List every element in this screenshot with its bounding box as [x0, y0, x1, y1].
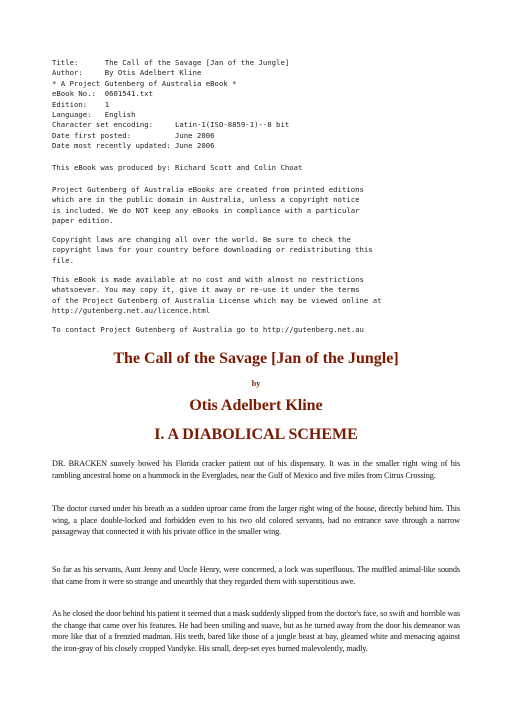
produced-by-line: This eBook was produced by: Richard Scott and Colin Choat — [52, 163, 303, 172]
ebook-metadata-header — [52, 58, 472, 152]
header-line-language: Language: English — [52, 110, 136, 120]
paragraph: As he closed the door behind his patient it seemed that a mask suddenly slipped from the doctor's face, so swift and horrible was the change that came over his features. He had been smiling and suave, but as he turned away from the door his demeanor was more like that of a frenzied madman. His teeth, bared like those of a jungle beast at bay, gleamed white and menacing against the iron-gray of his closely cropped Vandyke. His small, deep-set eyes burned malevolently, madly. — [52, 609, 460, 653]
chapter-title: I. A DIABOLICAL SCHEME — [154, 426, 358, 443]
header-line-date-posted: Date first posted: June 2006 — [52, 130, 215, 140]
header-line-date-updated: Date most recently updated: June 2006 — [52, 141, 215, 151]
author-name: Otis Adelbert Kline — [189, 397, 323, 414]
paragraph: DR. BRACKEN suavely bowed his Florida cracker patient out of his dispensary. It was in the smaller right wing of his rambling ancestral home on a hummock in the Everglades, near the Gulf of Mexico and five miles from Citrus Crossing. — [52, 459, 460, 480]
header-line-author: Author: By Otis Adelbert Kline — [52, 68, 202, 78]
by-label: by — [251, 379, 261, 388]
book-title: The Call of the Savage [Jan of the Jungle] — [113, 350, 399, 367]
paragraph: So far as his servants, Aunt Jenny and Uncle Henry, were concerned, a lock was superfluous. The muffled animal-like sounds that came from it were so strange and unearthly that they regarded them with superstitious awe. — [52, 565, 460, 586]
paragraph: The doctor cursed under his breath as a sudden uproar came from the larger right wing of the house, directly behind him. This wing, a place double-locked and forbidden even to his two old colored servants, had no entrance save through a narrow passageway that connected it with his private office in the smaller wing. — [52, 504, 460, 537]
contact-line: To contact Project Gutenberg of Australia go to http://gutenberg.net.au — [52, 325, 364, 334]
header-line-ebook-no: eBook No.: 0601541.txt — [52, 89, 154, 99]
header-line-edition: Edition: 1 — [52, 99, 110, 109]
public-domain-notice: Project Gutenberg of Australia eBooks are created from printed editions which are in the public domain in Australia, unless a copyright notice is included. We do NOT keep any eBooks in compliance with a particular paper edition. — [52, 185, 364, 226]
license-notice: This eBook is made available at no cost and with almost no restrictions whatsoever. You may copy it, give it away or re-use it under the terms of the Project Gutenberg of Australia License which may be viewed online at http://gutenberg.net.au/licence.html — [52, 275, 382, 316]
copyright-notice: Copyright laws are changing all over the world. Be sure to check the copyright laws for your country before downloading or redistributing this file. — [52, 235, 373, 265]
header-line-title: Title: The Call of the Savage [Jan of the Jungle] — [52, 58, 290, 67]
header-line-encoding: Character set encoding: Latin-1(ISO-8859-1)--8 bit — [52, 120, 290, 130]
header-line-project: * A Project Gutenberg of Australia eBook * — [52, 78, 237, 88]
